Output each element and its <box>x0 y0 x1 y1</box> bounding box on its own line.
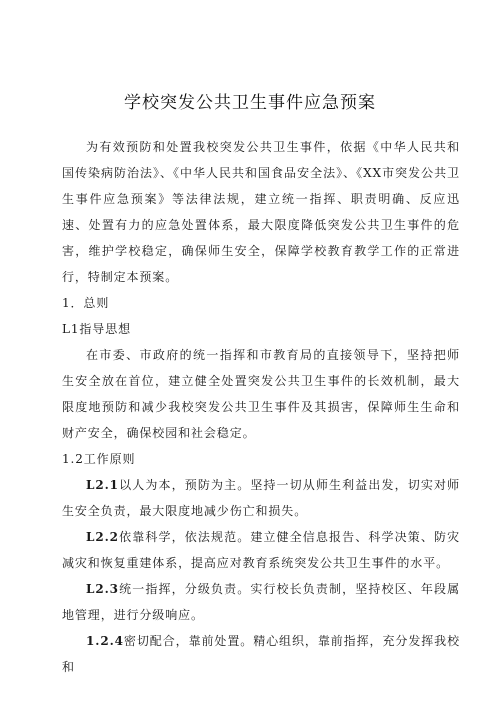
intro-paragraph: 为有效预防和处置我校突发公共卫生事件，依据《中华人民共和国传染病防治法》、《中华人民共和国食品安全法》、《XX市突发公共卫生事件应急预案》等法律法规，建立统一指挥、职责明确、反应迅速、处置有力的应急处置体系，最大限度降低突发公共卫生事件的危害，维护学校稳定，确保师生安全，保障学校教育教学工作的正常进行，特制定本预案。 <box>62 140 460 284</box>
principle-number: L2.2 <box>86 530 119 544</box>
principle-paragraph <box>62 628 460 680</box>
principle-text: 统一指挥，分级负责。实行校长负责制，坚持校区、年段属地管理，进行分级响应。 <box>62 582 460 622</box>
section-1-1-heading: L1指导思想 <box>62 322 132 336</box>
document-title: 学校突发公共卫生事件应急预案 <box>124 93 376 113</box>
principle-paragraph <box>62 576 460 628</box>
section-1-2-heading: 1.2工作原则 <box>62 452 136 466</box>
principle-text: 依靠科学，依法规范。建立健全信息报告、科学决策、防灾减灾和恢复重建体系，提高应对教育系统突发公共卫生事件的水平。 <box>62 530 460 570</box>
principle-number: 1.2.4 <box>86 634 124 648</box>
section-1-heading: 1．总则 <box>62 296 110 310</box>
section-1-1-paragraph: 在市委、市政府的统一指挥和市教育局的直接领导下，坚持把师生安全放在首位，建立健全处置突发公共卫生事件的长效机制，最大限度地预防和减少我校突发公共卫生事件及其损害，保障师生生命和财产安全，确保校园和社会稳定。 <box>62 348 460 440</box>
principle-number: L2.1 <box>86 478 119 492</box>
principle-number: L2.3 <box>86 582 119 596</box>
principle-paragraph <box>62 472 460 524</box>
principle-paragraph <box>62 524 460 576</box>
principle-text: 以人为本，预防为主。坚持一切从师生利益出发，切实对师生安全负责，最大限度地减少伤亡和损失。 <box>62 478 460 518</box>
document-body <box>62 134 460 680</box>
principle-text: 密切配合，靠前处置。精心组织，靠前指挥，充分发挥我校和 <box>62 634 460 674</box>
